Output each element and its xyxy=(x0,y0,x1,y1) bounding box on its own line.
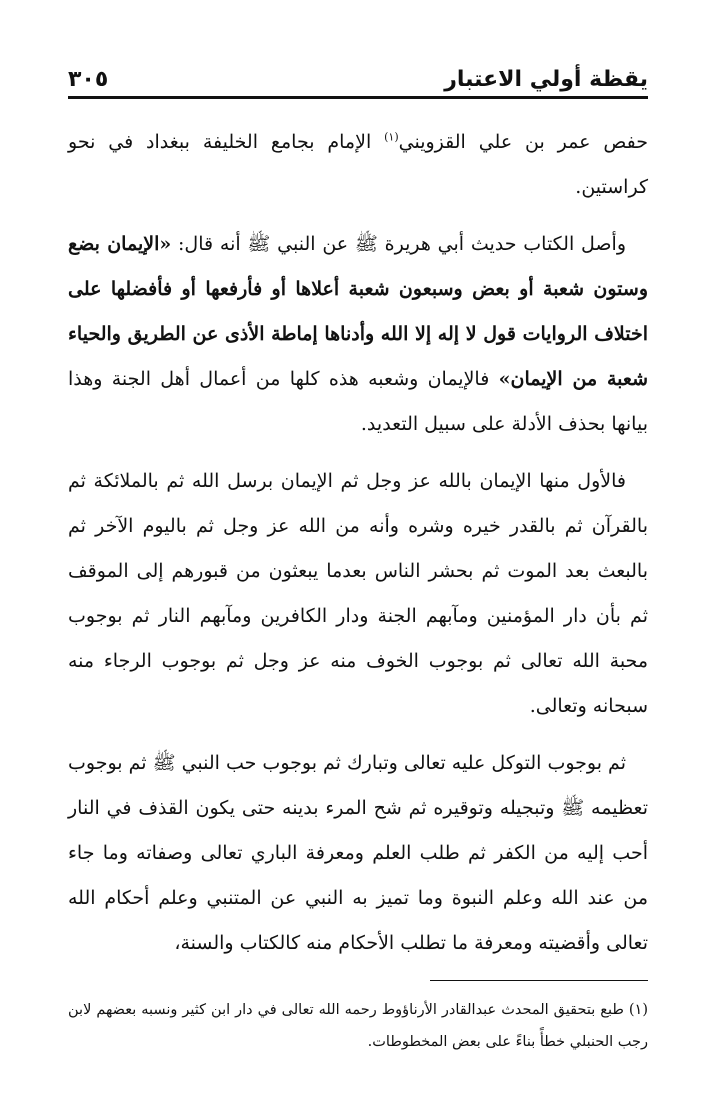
paragraph-4: ثم بوجوب التوكل عليه تعالى وتبارك ثم بوجوب حب النبي ﷺ ثم بوجوب تعظيمه ﷺ وتبجيله وتوقيره ثم شح المرء بدينه حتى يكون القذف في النار أحب إليه من الكفر ثم طلب العلم ومعرفة الباري تعالى وصفاته وما جاء من عند الله وعلم النبوة وما تميز به النبي عن المتنبي وعلم أحكام الله تعالى وأقضيته ومعرفة ما تطلب الأحكام منه كالكتاب والسنة، xyxy=(68,752,648,954)
running-header xyxy=(68,52,648,99)
paragraph-1-text-a: حفص عمر بن علي القزويني xyxy=(398,131,648,153)
footnote-marker: (١) xyxy=(384,130,399,144)
paragraph-2-text-b: فالإيمان وشعبه هذه كلها من أعمال أهل الجنة وهذا بيانها بحذف الأدلة على سبيل التعديد. xyxy=(68,368,648,435)
page-number: ٣٠٥ xyxy=(68,67,109,92)
paragraph-2-text-a: وأصل الكتاب حديث أبي هريرة ﷺ عن النبي ﷺ أنه قال: xyxy=(171,233,626,255)
hadith-quote: «الإيمان بضع وستون شعبة أو بعض وسبعون شعبة أعلاها أو فأرفعها أو فأفضلها على اختلاف الروايات قول لا إله إلا الله وأدناها إماطة الأذى عن الطريق والحياء شعبة من الإيمان» xyxy=(68,233,648,390)
footnote: (١) طبع بتحقيق المحدث عبدالقادر الأرناؤوط رحمه الله تعالى في دار ابن كثير ونسبه بعضهم لابن رجب الحنبلي خطأً بناءً على بعض المخطوطات. xyxy=(68,1002,648,1050)
paragraph-1 xyxy=(68,120,648,210)
footnote-divider xyxy=(430,980,648,981)
main-text xyxy=(68,120,648,978)
paragraph-2 xyxy=(68,222,648,447)
paragraph-3: فالأول منها الإيمان بالله عز وجل ثم الإيمان برسل الله ثم بالملائكة ثم بالقرآن ثم بالقدر خيره وشره وأنه من الله عز وجل ثم باليوم الآخر ثم بالبعث بعد الموت ثم بحشر الناس بعدما يبعثون من قبورهم إلى الموقف ثم بأن دار المؤمنين ومآبهم الجنة ودار الكافرين ومآبهم النار ثم بوجوب محبة الله تعالى ثم بوجوب الخوف منه عز وجل ثم بوجوب الرجاء منه سبحانه وتعالى. xyxy=(68,470,648,717)
paragraph-1-text-b: الإمام بجامع الخليفة ببغداد في نحو كراستين. xyxy=(68,131,648,198)
header-title: يقظة أولي الاعتبار xyxy=(444,67,648,92)
